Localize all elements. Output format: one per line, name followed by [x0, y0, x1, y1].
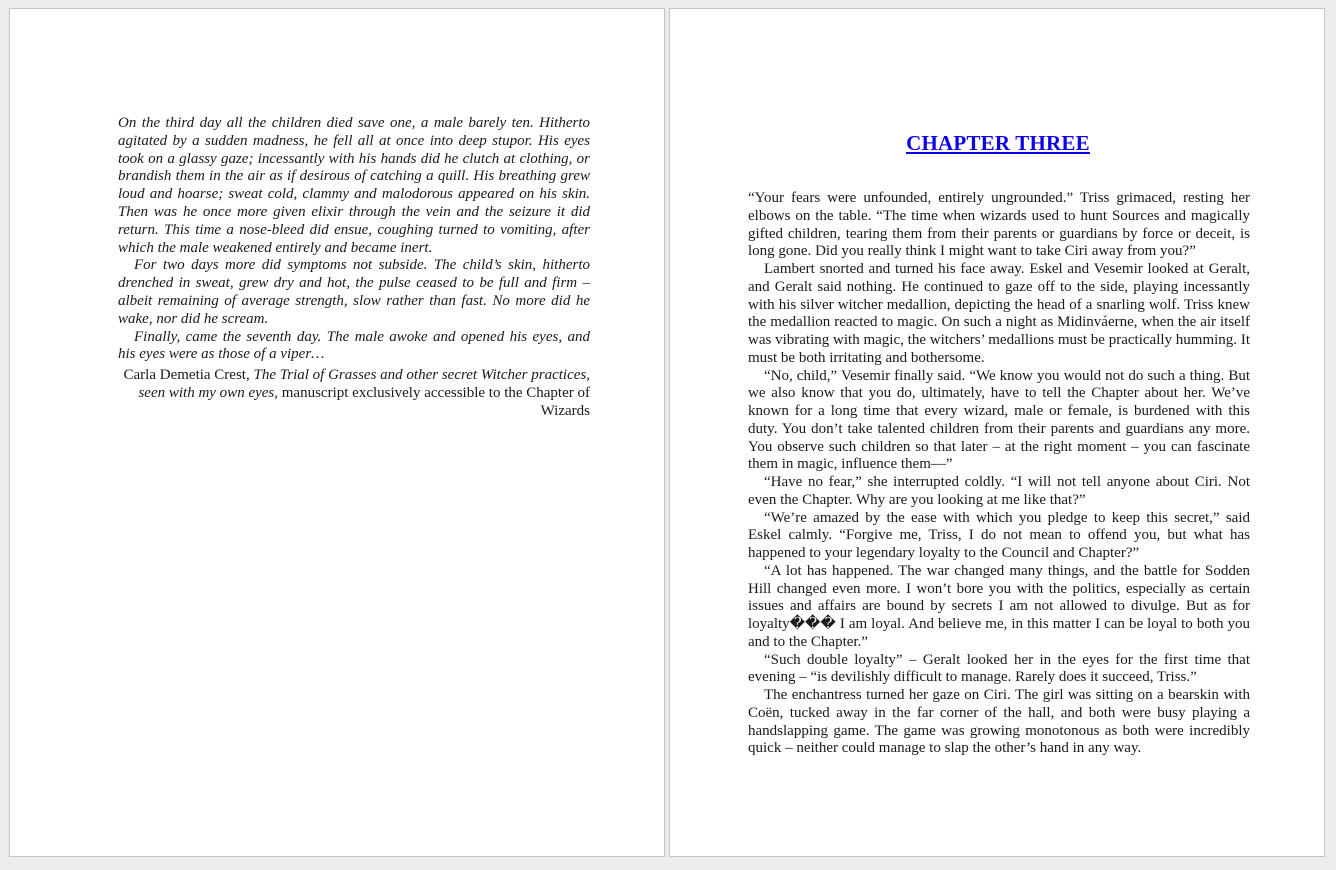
right-page	[669, 8, 1325, 857]
body-paragraph: “We’re amazed by the ease with which you pledge to keep this secret,” said Eskel calmly. “Forgive me, Triss, I do not mean to offend you, but what has happened to your legendary loyalty to the Council and Chapter?”	[748, 509, 1250, 561]
epigraph-attribution	[118, 366, 590, 420]
body-paragraph: Lambert snorted and turned his face away. Eskel and Vesemir looked at Geralt, and Geralt said nothing. He continued to gaze off to the side, playing incessantly with his silver witcher medallion, depicting the head of a snarling wolf. Triss knew the medallion reacted to magic. On such a night as Midinváerne, when the air itself was vibrating with magic, the witchers’ medallions must be practically humming. It must be both irritating and bothersome.	[748, 261, 1250, 366]
attribution-suffix: , manuscript exclusively accessible to the Chapter of Wizards	[274, 385, 590, 420]
attribution-author: Carla Demetia Crest,	[123, 367, 254, 384]
chapter-title-link[interactable]: CHAPTER THREE	[906, 131, 1090, 155]
chapter-body	[748, 190, 1250, 758]
body-paragraph: “Such double loyalty” – Geralt looked her in the eyes for the first time that evening – “is devilishly difficult to manage. Rarely does it succeed, Triss.”	[748, 651, 1250, 686]
epigraph-paragraph: For two days more did symptoms not subside. The child’s skin, hitherto drenched in sweat, grew dry and hot, the pulse ceased to be full and firm – albeit remaining of average strength, slow rather than fast. No more did he wake, nor did he scream.	[118, 257, 590, 327]
epigraph-paragraph: Finally, came the seventh day. The male awoke and opened his eyes, and his eyes were as those of a viper…	[118, 328, 590, 363]
epigraph	[118, 115, 590, 420]
body-paragraph: “A lot has happened. The war changed many things, and the battle for Sodden Hill changed even more. I won’t bore you with the politics, especially as certain issues and affairs are bound by secrets I am not allowed to divulge. But as for loyalty��� I am loyal. And believe me, in this matter I can be loyal to both you and to the Chapter.”	[748, 562, 1250, 650]
left-page	[9, 8, 665, 857]
attribution-work-title: The Trial of Grasses and other secret Witcher practices, seen with my own eyes	[138, 367, 590, 402]
body-paragraph: “Your fears were unfounded, entirely ungrounded.” Triss grimaced, resting her elbows on the table. “The time when wizards used to hunt Sources and magically gifted children, tearing them from their parents or guardians by force or deceit, is long gone. Did you really think I might want to take Ciri away from you?”	[748, 190, 1250, 260]
body-paragraph: “Have no fear,” she interrupted coldly. “I will not tell anyone about Ciri. Not even the Chapter. Why are you looking at me like that?”	[748, 474, 1250, 508]
epigraph-paragraph: On the third day all the children died save one, a male barely ten. Hitherto agitated by a sudden madness, he fell all at once into deep stupor. His eyes took on a glassy gaze; incessantly with his hands did he clutch at clothing, or brandish them in the air as if desirous of catching a quill. His breathing grew loud and hoarse; sweat cold, clammy and malodorous appeared on his skin. Then was he once more given elixir through the vein and the seizure it did return. This time a nose-bleed did ensue, coughing turned to vomiting, after which the male weakened entirely and became inert.	[118, 115, 590, 256]
chapter-heading	[670, 131, 1325, 156]
body-paragraph: “No, child,” Vesemir finally said. “We know you would not do such a thing. But we also know that you do, ultimately, have to tell the Chapter about her. We’ve known for a long time that every wizard, male or female, is burdened with this duty. You don’t take talented children from their parents and guardians any more. You observe such children so that later – at the right moment – you can fascinate them in magic, influence them—”	[748, 367, 1250, 473]
body-paragraph: The enchantress turned her gaze on Ciri. The girl was sitting on a bearskin with Coën, tucked away in the far corner of the hall, and both were busy playing a handslapping game. The game was growing monotonous as both were incredibly quick – neither could manage to slap the other’s hand in any way.	[748, 687, 1250, 757]
